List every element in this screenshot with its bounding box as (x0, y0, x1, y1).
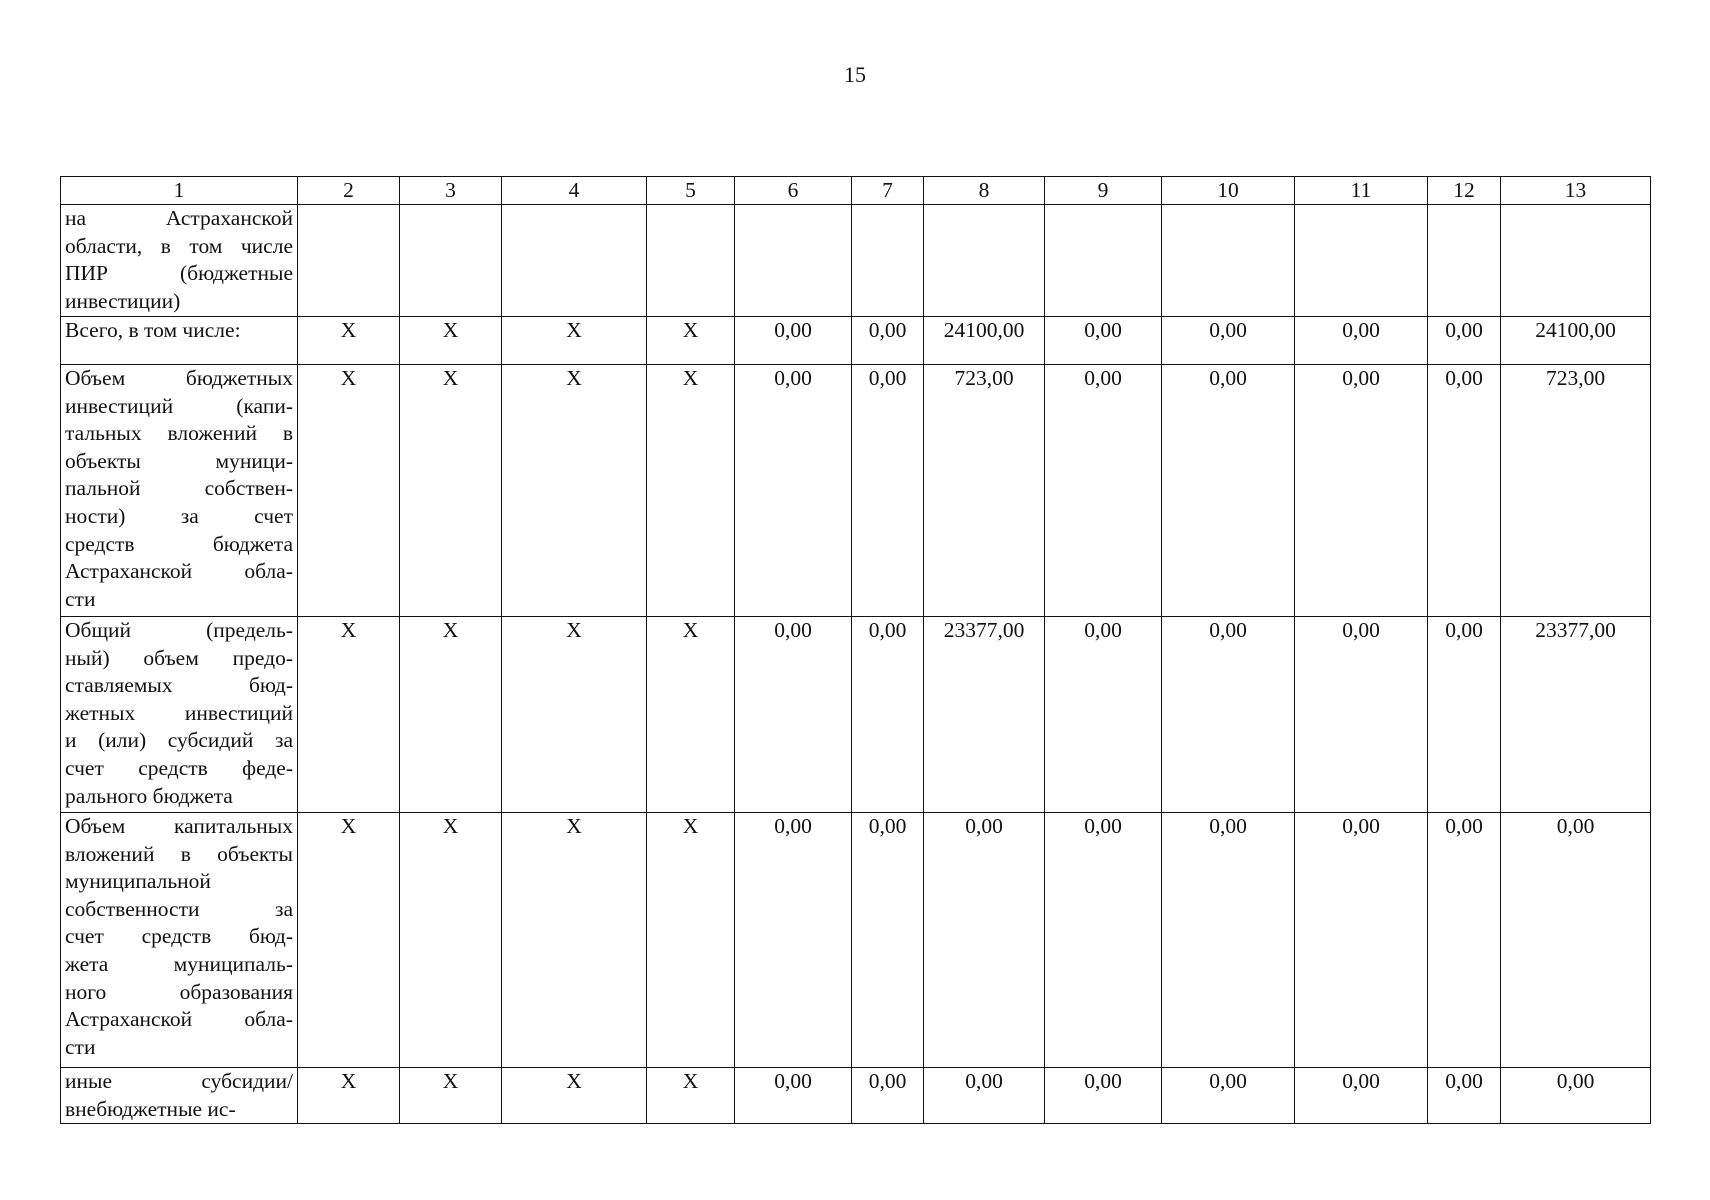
row-label-line: рального бюджета (65, 783, 233, 808)
table-cell (647, 205, 735, 317)
table-cell: X (502, 813, 647, 1068)
row-label-line: ПИР (бюджетные (65, 261, 293, 286)
table-cell: 0,00 (1428, 317, 1501, 365)
table-cell: X (502, 365, 647, 617)
column-header: 9 (1045, 177, 1162, 205)
column-header: 3 (400, 177, 502, 205)
table-cell: 0,00 (735, 365, 852, 617)
row-label-line: внебюджетные ис- (65, 1096, 236, 1121)
table-cell: 0,00 (735, 1068, 852, 1124)
table-cell: X (647, 1068, 735, 1124)
row-label-line: Общий (предель- (65, 618, 293, 642)
table-cell: 0,00 (1162, 1068, 1295, 1124)
table-cell: X (400, 813, 502, 1068)
table-cell: X (647, 365, 735, 617)
table-cell: 723,00 (1501, 365, 1651, 617)
table-cell: 23377,00 (1501, 617, 1651, 813)
table-cell: 0,00 (924, 813, 1045, 1068)
row-label-line: ный) объем предо- (65, 645, 293, 670)
table-cell: 0,00 (735, 317, 852, 365)
row-label-line: вложений в объекты (65, 841, 293, 866)
row-label (61, 365, 298, 617)
row-label-line: ности) за счет (65, 503, 293, 528)
row-label-line: и (или) субсидий за (65, 728, 293, 753)
table-cell: 0,00 (1045, 365, 1162, 617)
table-cell (400, 205, 502, 317)
row-label (61, 205, 298, 317)
table-row (61, 617, 1651, 813)
table-cell: 0,00 (735, 617, 852, 813)
row-label (61, 813, 298, 1068)
table-cell: 0,00 (1428, 1068, 1501, 1124)
table-cell: X (298, 617, 400, 813)
row-label-line: Астраханской обла- (65, 559, 293, 584)
table-cell: 0,00 (924, 1068, 1045, 1124)
row-label-line: собственности за (65, 896, 293, 921)
row-label (61, 617, 298, 813)
column-header: 1 (61, 177, 298, 205)
row-label-line: средств бюджета (65, 531, 293, 556)
column-header: 12 (1428, 177, 1501, 205)
table-cell: X (400, 1068, 502, 1124)
table-cell: X (400, 617, 502, 813)
row-label-line: Объем капитальных (65, 814, 293, 838)
table-cell: 0,00 (1045, 617, 1162, 813)
table-cell: 0,00 (1045, 813, 1162, 1068)
table-cell: 0,00 (1045, 1068, 1162, 1124)
table-cell: 0,00 (852, 813, 924, 1068)
column-header: 2 (298, 177, 400, 205)
table-cell: X (298, 317, 400, 365)
table-cell: 0,00 (1162, 365, 1295, 617)
table-cell: 24100,00 (924, 317, 1045, 365)
table-cell (924, 205, 1045, 317)
table-cell: 23377,00 (924, 617, 1045, 813)
table-cell: 0,00 (852, 1068, 924, 1124)
row-label-line: ставляемых бюд- (65, 673, 293, 698)
row-label-line: Всего, в том числе: (65, 318, 241, 342)
table-cell: X (647, 317, 735, 365)
row-label-line: пальной собствен- (65, 476, 293, 501)
row-label-line: инвестиций (капи- (65, 393, 293, 418)
column-header: 7 (852, 177, 924, 205)
table-cell: X (298, 813, 400, 1068)
table-cell: 0,00 (1045, 317, 1162, 365)
row-label-line: Объем бюджетных (65, 366, 293, 390)
row-label-line: на Астраханской (65, 206, 293, 230)
table-cell: 0,00 (1295, 365, 1428, 617)
table-cell (1162, 205, 1295, 317)
header-row (61, 177, 1651, 205)
table-cell: 0,00 (1295, 1068, 1428, 1124)
table-cell: X (400, 317, 502, 365)
row-label-line: области, в том числе (65, 233, 293, 258)
row-label-line: объекты муници- (65, 448, 293, 473)
row-label-line: сти (65, 586, 96, 611)
table-cell: 0,00 (852, 317, 924, 365)
page-number: 15 (844, 62, 866, 87)
table-cell: X (502, 1068, 647, 1124)
table-row (61, 317, 1651, 365)
table-cell: 0,00 (1428, 365, 1501, 617)
table-cell (735, 205, 852, 317)
table-cell: X (647, 813, 735, 1068)
table-row (61, 205, 1651, 317)
table-cell (502, 205, 647, 317)
column-header: 6 (735, 177, 852, 205)
table-cell: 0,00 (1295, 317, 1428, 365)
row-label-line: счет средств бюд- (65, 924, 293, 949)
table-cell: 0,00 (1428, 617, 1501, 813)
table-cell: 0,00 (1162, 317, 1295, 365)
column-header: 5 (647, 177, 735, 205)
table-cell: 723,00 (924, 365, 1045, 617)
table-cell: 0,00 (852, 617, 924, 813)
table-cell: 0,00 (1501, 1068, 1651, 1124)
table-cell: 0,00 (1295, 617, 1428, 813)
row-label-line: Астраханской обла- (65, 1007, 293, 1032)
table-cell (1428, 205, 1501, 317)
row-label (61, 317, 298, 365)
table-cell (1045, 205, 1162, 317)
table-cell: 0,00 (1501, 813, 1651, 1068)
row-label-line: жета муниципаль- (65, 951, 293, 976)
row-label-line: ного образования (65, 979, 293, 1004)
row-label-line: тальных вложений в (65, 421, 293, 446)
table-cell: X (400, 365, 502, 617)
column-header: 4 (502, 177, 647, 205)
row-label (61, 1068, 298, 1124)
table-cell (852, 205, 924, 317)
table-row (61, 813, 1651, 1068)
column-header: 13 (1501, 177, 1651, 205)
table-row (61, 365, 1651, 617)
table-cell: X (502, 317, 647, 365)
column-header: 11 (1295, 177, 1428, 205)
table-cell: X (647, 617, 735, 813)
row-label-line: инвестиции) (65, 288, 181, 313)
row-label-line: жетных инвестиций (65, 700, 293, 725)
table-cell (1295, 205, 1428, 317)
column-header: 8 (924, 177, 1045, 205)
table-cell: X (502, 617, 647, 813)
table-cell: 24100,00 (1501, 317, 1651, 365)
budget-table (60, 176, 1651, 1124)
table-body (61, 177, 1651, 1124)
table-cell (298, 205, 400, 317)
table-cell: 0,00 (1162, 813, 1295, 1068)
row-label-line: муниципальной (65, 869, 211, 894)
table-cell: X (298, 365, 400, 617)
table-cell: X (298, 1068, 400, 1124)
table-cell: 0,00 (1428, 813, 1501, 1068)
table-cell (1501, 205, 1651, 317)
row-label-line: иные субсидии/ (65, 1069, 293, 1093)
table-cell: 0,00 (1295, 813, 1428, 1068)
table-row (61, 1068, 1651, 1124)
table-cell: 0,00 (852, 365, 924, 617)
table-cell: 0,00 (1162, 617, 1295, 813)
row-label-line: счет средств феде- (65, 755, 293, 780)
table-cell: 0,00 (735, 813, 852, 1068)
row-label-line: сти (65, 1034, 96, 1059)
column-header: 10 (1162, 177, 1295, 205)
